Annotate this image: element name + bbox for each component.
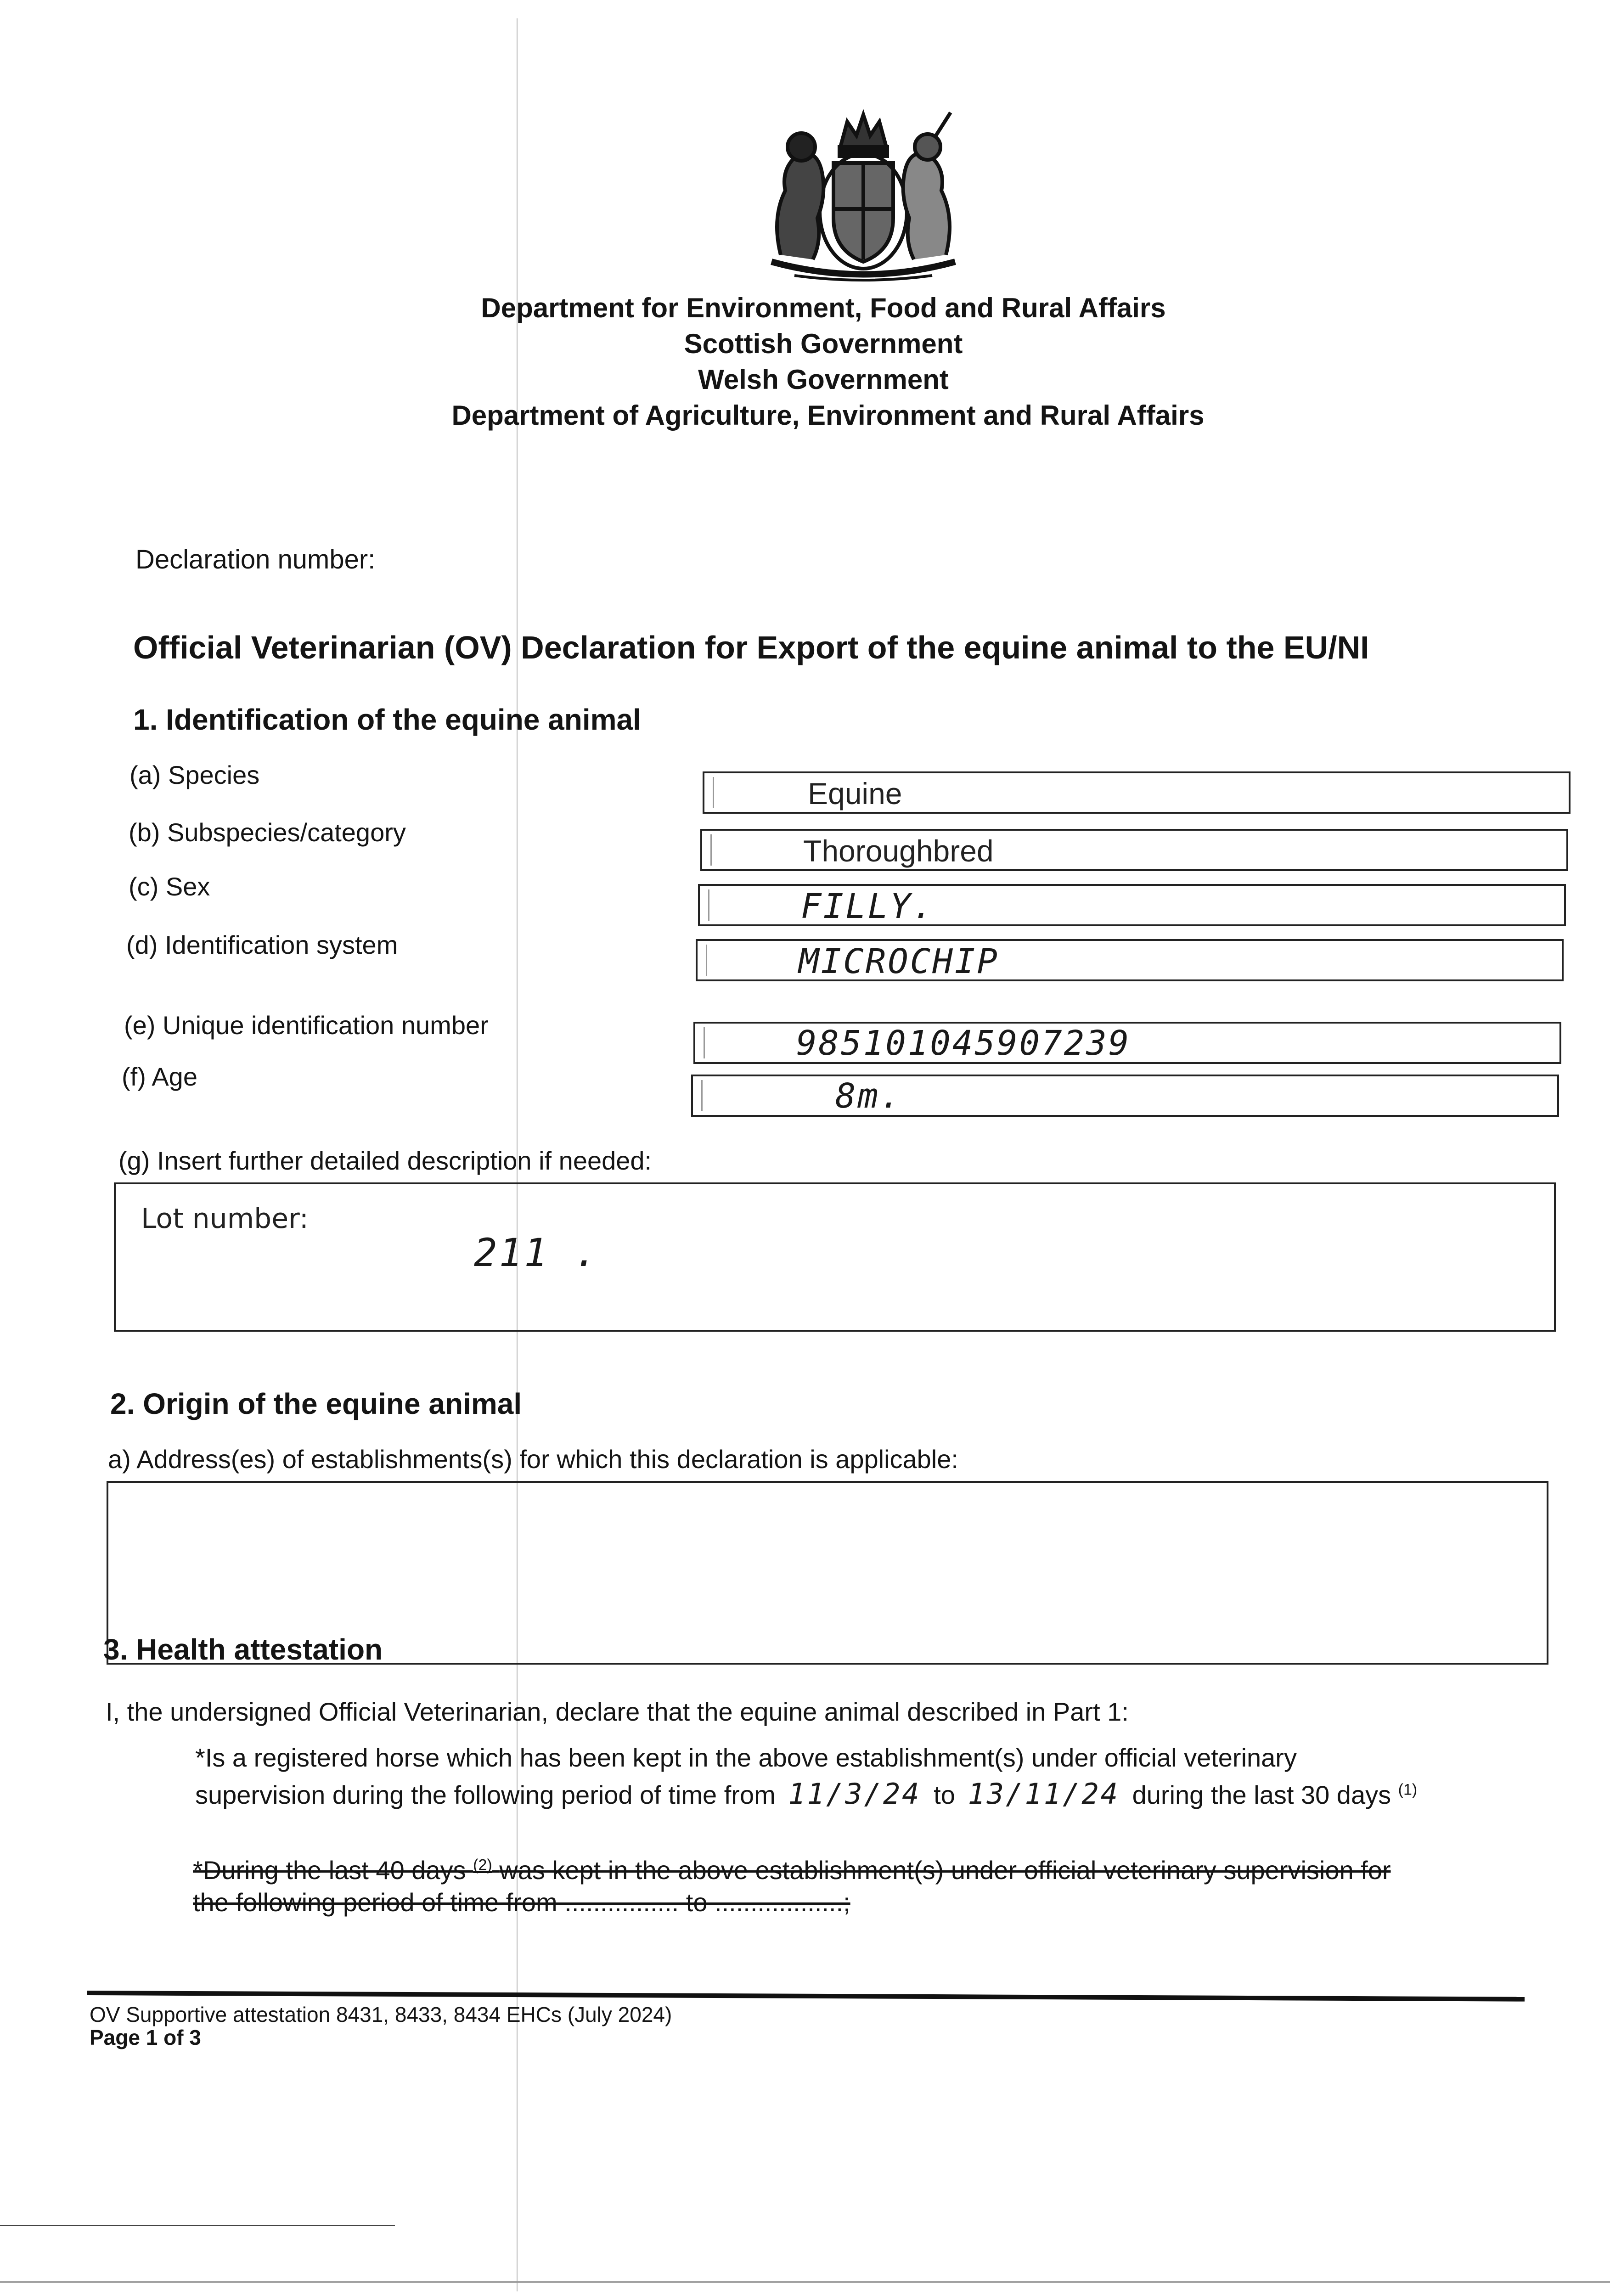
species-value: Equine <box>808 777 902 810</box>
royal-coat-of-arms-icon <box>753 103 974 285</box>
subspecies-label: (b) Subspecies/category <box>129 818 406 847</box>
species-label: (a) Species <box>129 760 260 789</box>
attestation-para2-line1-post: was kept in the above establishment(s) under official veterinary supervision for <box>499 1856 1391 1885</box>
age-label: (f) Age <box>122 1062 197 1091</box>
footer-rule <box>87 1991 1525 2002</box>
date-to-value[interactable]: 13/11/24 <box>968 1777 1120 1811</box>
attestation-para1-line2 <box>195 1777 1417 1811</box>
department-scottish: Scottish Government <box>684 328 963 359</box>
date-from-value[interactable]: 11/3/24 <box>788 1777 921 1811</box>
footnote-1: (1) <box>1398 1781 1418 1799</box>
section-2-heading: 2. Origin of the equine animal <box>110 1387 522 1420</box>
footer-attestation-ref: OV Supportive attestation 8431, 8433, 8434 EHCs (July 2024) <box>90 2003 672 2026</box>
department-defra: Department for Environment, Food and Rural Affairs <box>481 293 1166 323</box>
unique-id-field[interactable] <box>693 1022 1561 1064</box>
attestation-para2-line1 <box>193 1855 1391 1885</box>
further-description-box[interactable] <box>114 1182 1556 1332</box>
species-field[interactable] <box>703 771 1571 814</box>
unique-id-label: (e) Unique identification number <box>124 1011 489 1040</box>
attestation-intro: I, the undersigned Official Veterinarian, declare that the equine animal described in Part 1: <box>106 1697 1129 1726</box>
unique-id-value: 985101045907239 <box>796 1024 1131 1063</box>
attestation-para2-line1-pre: *During the last 40 days <box>193 1856 466 1885</box>
age-value: 8m. <box>835 1076 902 1116</box>
scan-line-bottom-2 <box>0 2281 1610 2283</box>
attestation-para1-line1: *Is a registered horse which has been kept in the above establishment(s) under official veterinary <box>195 1743 1297 1772</box>
department-welsh: Welsh Government <box>698 364 949 395</box>
sex-label: (c) Sex <box>129 872 210 901</box>
identification-system-value: MICROCHIP <box>799 942 999 981</box>
attestation-para2-line2: the following period of time from ................ to ..................; <box>193 1888 850 1917</box>
to-word: to <box>934 1780 955 1809</box>
attestation-para1-line2-post: during the last 30 days <box>1132 1780 1391 1809</box>
further-description-label: (g) Insert further detailed description if needed: <box>118 1146 652 1175</box>
identification-system-field[interactable] <box>696 939 1564 981</box>
page-title: Official Veterinarian (OV) Declaration for Export of the equine animal to the EU/NI <box>133 630 1369 665</box>
lot-number-value: 211 . <box>474 1230 599 1275</box>
sex-field[interactable] <box>698 884 1566 926</box>
subspecies-field[interactable] <box>700 829 1568 871</box>
declaration-number-label: Declaration number: <box>135 545 376 574</box>
age-field[interactable] <box>691 1075 1559 1117</box>
lot-number-label: Lot number: <box>141 1203 309 1235</box>
section-3-heading: 3. Health attestation <box>103 1633 383 1666</box>
attestation-para1-line2-pre: supervision during the following period of time from <box>195 1780 776 1809</box>
sex-value: FILLY. <box>801 887 935 926</box>
footer-page-number: Page 1 of 3 <box>90 2026 201 2049</box>
subspecies-value: Thoroughbred <box>803 834 994 868</box>
section-1-heading: 1. Identification of the equine animal <box>133 703 641 736</box>
address-label: a) Address(es) of establishments(s) for which this declaration is applicable: <box>108 1445 958 1474</box>
identification-system-label: (d) Identification system <box>126 930 398 959</box>
scan-line-bottom <box>0 2225 395 2226</box>
footnote-2: (2) <box>473 1856 492 1874</box>
department-daera: Department of Agriculture, Environment and Rural Affairs <box>451 400 1205 431</box>
